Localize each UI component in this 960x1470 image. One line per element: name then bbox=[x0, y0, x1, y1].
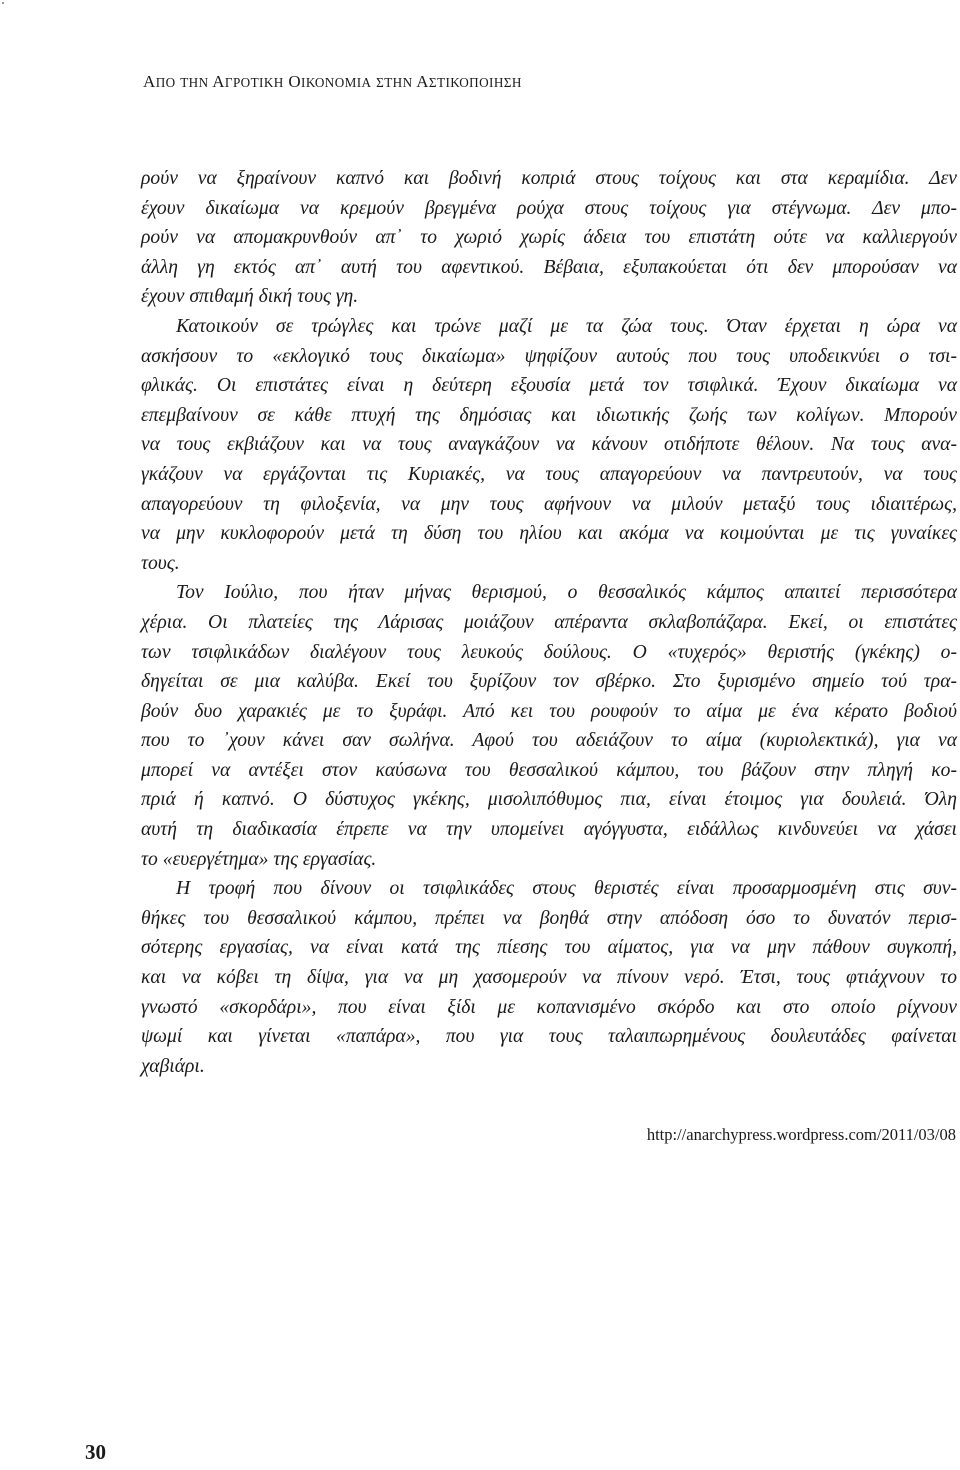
text-line: απαγορεύουν τη φιλοξενία, να μην τους αφήνουν να μιλούν μεταξύ τους ιδιαιτέρως, bbox=[141, 493, 957, 515]
text-line: ρούν να ξηραίνουν καπνό και βοδινή κοπριά στους τοίχους και στα κεραμίδια. Δεν bbox=[141, 168, 957, 189]
header-word-rest: ΓΡΟΤΙΚΗ bbox=[224, 75, 284, 90]
header-word-rest: ΣΤΗΝ bbox=[376, 75, 413, 90]
header-word-rest: ΣΤΙΚΟΠΟΙΗΣΗ bbox=[428, 75, 522, 90]
header-word-initial: Α bbox=[143, 72, 156, 91]
text-line: γκάζουν να εργάζονται τις Κυριακές, να τους απαγορεύουν να παντρευτούν, να τους bbox=[141, 463, 957, 485]
text-line: έχουν σπιθαμή δική τους γη. bbox=[141, 286, 359, 308]
text-line: θήκες του θεσσαλικού κάμπου, πρέπει να βοηθά στην απόδοση όσο το δυνατόν περισ- bbox=[141, 907, 957, 929]
header-word bbox=[212, 72, 283, 91]
source-url[interactable]: http://anarchypress.wordpress.com/2011/03/08 bbox=[646, 1125, 956, 1144]
text-line: το «ευεργέτημα» της εργασίας. bbox=[141, 848, 377, 870]
header-word-initial: Α bbox=[212, 72, 225, 91]
text-line: χαβιάρι. bbox=[141, 1055, 205, 1077]
text-line: μπορεί να αντέξει στον καύσωνα του θεσσαλικού κάμπου, του βάζουν στην πληγή κο- bbox=[141, 759, 957, 781]
header-word bbox=[180, 72, 208, 91]
text-line: σότερης εργασίας, να είναι κατά της πίεσης του αίματος, για να μην πάθουν συγκοπή, bbox=[141, 937, 957, 959]
text-line: δηγείται σε μια καλύβα. Εκεί του ξυρίζουν τον σβέρκο. Στο ξυρισμένο σημείο τού τρα- bbox=[141, 671, 957, 693]
paragraph bbox=[141, 874, 957, 1081]
text-line: γνωστό «σκορδάρι», που είναι ξίδι με κοπανισμένο σκόρδο και στο οποίο ρίχνουν bbox=[141, 996, 957, 1018]
text-line: που το ᾿χουν κάνει σαν σωλήνα. Αφού του αδειάζουν το αίμα (κυριολεκτικά), για να bbox=[141, 730, 957, 752]
text-line: ρούν να απομακρυνθούν απ᾿ το χωριό χωρίς άδεια του επιστάτη ούτε να καλλιεργούν bbox=[141, 227, 957, 249]
header-word-rest: ΙΚΟΝΟΜΙΑ bbox=[301, 75, 372, 90]
header-word-initial: Ο bbox=[288, 72, 302, 91]
text-line: ψωμί και γίνεται «παπάρα», που για τους ταλαιπωρημένους δουλευτάδες φαίνεται bbox=[141, 1026, 957, 1048]
text-line: άλλη γη εκτός απ᾿ αυτή του αφεντικού. Βέβαια, εξυπακούεται ότι δεν μπορούσαν να bbox=[141, 256, 957, 278]
text-line: βούν δυο χαρακιές με το ξυράφι. Από κει του ρουφούν το αίμα με ένα κέρατο βοδιού bbox=[141, 700, 957, 722]
running-header bbox=[143, 72, 522, 92]
text-line: τους. bbox=[141, 552, 180, 574]
text-line: Κατοικούν σε τρώγλες και τρώνε μαζί με τα ζώα τους. Όταν έρχεται η ώρα να bbox=[176, 315, 957, 337]
text-line: να τους εκβιάζουν και να τους αναγκάζουν να κάνουν οτιδήποτε θέλουν. Να τους ανα- bbox=[141, 434, 957, 456]
paragraph bbox=[141, 578, 957, 874]
text-line: αυτή τη διαδικασία έπρεπε να την υπομείνει αγόγγυστα, ειδάλλως κινδυνεύει να χάσει bbox=[141, 819, 957, 841]
text-line: Η τροφή που δίνουν οι τσιφλικάδες στους θεριστές είναι προσαρμοσμένη στις συν- bbox=[176, 878, 957, 900]
text-line: των τσιφλικάδων διαλέγουν τους λευκούς δούλους. Ο «τυχερός» θεριστής (γκέκης) ο- bbox=[141, 641, 957, 663]
text-line: φλικάς. Οι επιστάτες είναι η δεύτερη εξουσία μετά τον τσιφλικά. Έχουν δικαίωμα να bbox=[141, 375, 957, 397]
text-line: Τον Ιούλιο, που ήταν μήνας θερισμού, ο θεσσαλικός κάμπος απαιτεί περισσότερα bbox=[176, 582, 957, 604]
header-word-initial: Α bbox=[416, 72, 429, 91]
body-text bbox=[141, 164, 957, 1081]
text-line: και να κόβει τη δίψα, για να μη χασομερούν να πίνουν νερό. Έτσι, τους φτιάχνουν το bbox=[141, 967, 957, 989]
page-number: 30 bbox=[85, 1440, 106, 1464]
header-word bbox=[416, 72, 522, 91]
text-line: ασκήσουν το «εκλογικό τους δικαίωμα» ψηφίζουν αυτούς που τους υποδεικνύει ο τσι- bbox=[141, 345, 957, 367]
text-line: έχουν δικαίωμα να κρεμούν βρεγμένα ρούχα στους τοίχους για στέγνωμα. Δεν μπο- bbox=[141, 197, 957, 219]
text-line: πριά ή καπνό. Ο δύστυχος γκέκης, μισολιπόθυμος πια, είναι έτοιμος για δουλειά. Όλη bbox=[141, 789, 957, 811]
text-line: να μην κυκλοφορούν μετά τη δύση του ηλίου και ακόμα να κοιμούνται με τις γυναίκες bbox=[141, 523, 957, 545]
text-line: χέρια. Οι πλατείες της Λάρισας μοιάζουν απέραντα σκλαβοπάζαρα. Εκεί, οι επιστάτες bbox=[141, 611, 957, 633]
header-word bbox=[143, 72, 176, 91]
corner-mark bbox=[2, 2, 4, 4]
paragraph bbox=[141, 164, 957, 312]
header-word bbox=[376, 72, 412, 91]
text-line: επεμβαίνουν σε κάθε πτυχή της δημόσιας και ιδιωτικής ζωής των κολίγων. Μπορούν bbox=[141, 404, 957, 426]
header-word-rest: ΤΗΝ bbox=[180, 75, 209, 90]
header-word bbox=[288, 72, 371, 91]
header-word-rest: ΠΟ bbox=[155, 75, 176, 90]
paragraph bbox=[141, 312, 957, 578]
